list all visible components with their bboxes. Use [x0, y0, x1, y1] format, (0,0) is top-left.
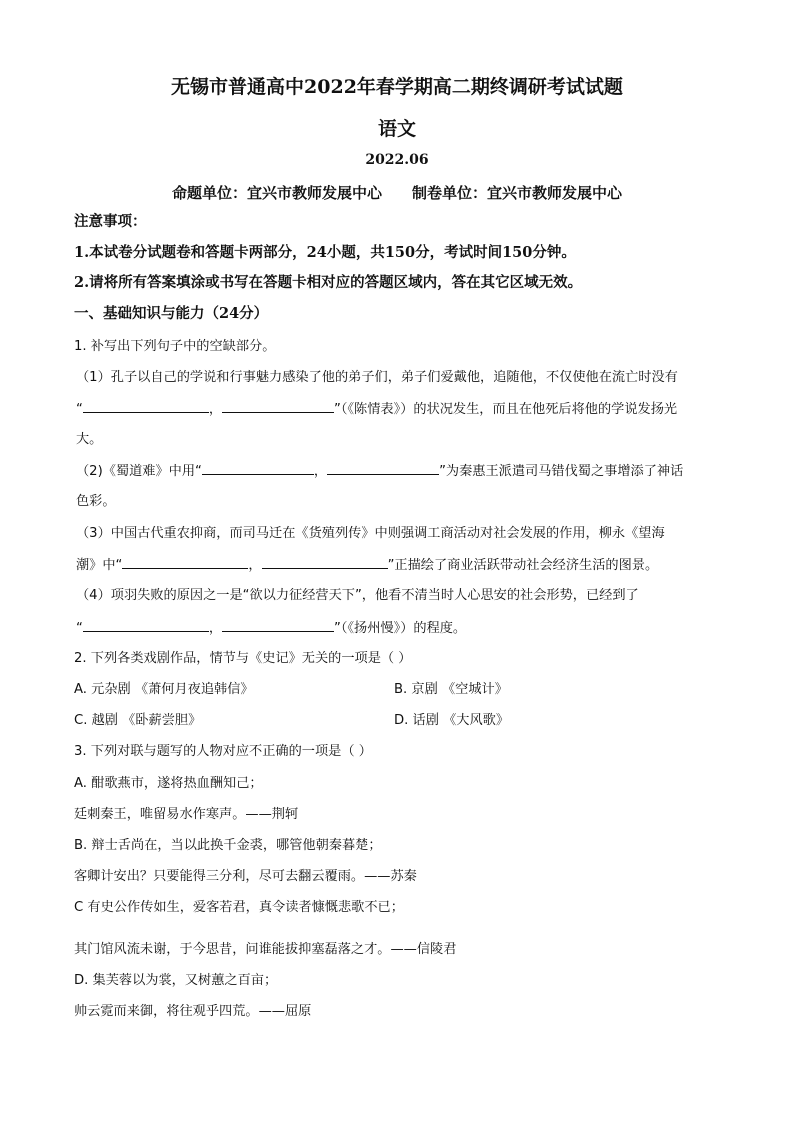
q2-option-a[interactable]: A. 元杂剧 《萧何月夜追韩信》: [74, 682, 254, 697]
notes-heading: 注意事项：: [74, 213, 147, 230]
q1-p1-rest: ”（《陈情表》）的状况发生，而且在他死后将他的学说发扬光: [334, 402, 678, 417]
q1-p2-rest: ”为秦惠王派遣司马错伐蜀之事增添了神话: [439, 464, 684, 479]
exam-title: 无锡市普通高中2022年春学期高二期终调研考试试题: [171, 76, 623, 98]
answer-blank[interactable]: [83, 399, 209, 413]
q2-option-c[interactable]: C. 越剧 《卧薪尝胆》: [74, 713, 202, 728]
answer-blank[interactable]: [122, 555, 248, 569]
q1-p3-rest: ”正描绘了商业活跃带动社会经济生活的图景。: [387, 558, 659, 573]
comma: ，: [313, 464, 328, 479]
q1-p4-line1: （4）项羽失败的原因之一是“欲以力征经营天下”，他看不清当时人心思安的社会形势，已经到了: [76, 588, 639, 603]
comma: ，: [208, 621, 223, 636]
q3-option-c-line1[interactable]: C 有史公作传如生，爱客若君，真令读者慷慨悲歌不已；: [74, 900, 404, 915]
comma: ，: [248, 558, 262, 573]
note-2: 2.请将所有答案填涂或书写在答题卡相对应的答题区域内，答在其它区域无效。: [74, 274, 583, 291]
q3-option-d-line1[interactable]: D. 集芙蓉以为裳，又树蕙之百亩；: [74, 973, 278, 988]
q3-option-b-line2: 客卿计安出？只要能得三分利，尽可去翻云覆雨。——苏秦: [74, 869, 417, 884]
quote-open: “: [76, 402, 83, 417]
q1-p1-line1: （1）孔子以自己的学说和行事魅力感染了他的弟子们，弟子们爱戴他，追随他，不仅使他在流亡时没有: [76, 370, 678, 385]
answer-blank[interactable]: [83, 618, 209, 632]
q2-options-row1: [74, 680, 724, 700]
q3-option-d-line2: 帅云霓而来御，将往观乎四荒。——屈原: [74, 1004, 312, 1019]
q1-p1-line3: 大。: [76, 432, 103, 447]
comma: ，: [208, 402, 223, 417]
answer-blank[interactable]: [222, 618, 334, 632]
answer-blank[interactable]: [222, 399, 334, 413]
unit-left: 命题单位：宜兴市教师发展中心: [171, 184, 382, 202]
q2-options-row2: [74, 711, 724, 731]
section-heading: 一、基础知识与能力（24分）: [74, 305, 269, 322]
q1-p4-rest: ”（《扬州慢》）的程度。: [334, 621, 467, 636]
subject-title: 语文: [377, 118, 416, 140]
q1-p2-line1: [76, 461, 726, 482]
answer-blank[interactable]: [202, 461, 314, 475]
q3-option-c-line2: 其门馆风流未谢，于今思昔，问谁能拔抑塞磊落之才。——信陵君: [74, 942, 457, 957]
exam-date: 2022.06: [365, 152, 429, 168]
q2-option-d[interactable]: D. 话剧 《大风歌》: [394, 713, 510, 728]
q1-p2-line2: 色彩。: [76, 494, 116, 509]
answer-blank[interactable]: [262, 555, 388, 569]
quote-open: “: [76, 621, 83, 636]
note-1: 1.本试卷分试题卷和答题卡两部分，24小题，共150分，考试时间150分钟。: [74, 244, 576, 261]
exam-units: [0, 182, 794, 203]
q1-p2-prefix: （2)《蜀道难》中用“: [76, 464, 202, 479]
q3-stem: 3. 下列对联与题写的人物对应不正确的一项是（ ）: [74, 744, 372, 759]
q3-option-a-line1[interactable]: A. 酣歌燕市，遂将热血酬知己；: [74, 776, 263, 791]
q1-p3-prefix: 潮》中“: [76, 558, 123, 573]
q1-p1-line2: [76, 399, 726, 420]
q3-option-a-line2: 廷刺秦王，唯留易水作寒声。——荆轲: [74, 807, 299, 822]
q1-p3-line1: （3）中国古代重农抑商，而司马迁在《货殖列传》中则强调工商活动对社会发展的作用，柳永《望海: [76, 526, 665, 541]
q1-p3-line2: [76, 555, 726, 576]
q2-option-b[interactable]: B. 京剧 《空城计》: [394, 682, 508, 697]
q1-stem: 1. 补写出下列句子中的空缺部分。: [74, 339, 276, 354]
unit-right: 制卷单位：宜兴市教师发展中心: [412, 184, 623, 202]
q1-p4-line2: [76, 618, 726, 639]
answer-blank[interactable]: [327, 461, 439, 475]
q3-option-b-line1[interactable]: B. 辩士舌尚在，当以此换千金裘，哪管他朝秦暮楚；: [74, 838, 382, 853]
q2-stem: 2. 下列各类戏剧作品，情节与《史记》无关的一项是（ ）: [74, 651, 412, 666]
